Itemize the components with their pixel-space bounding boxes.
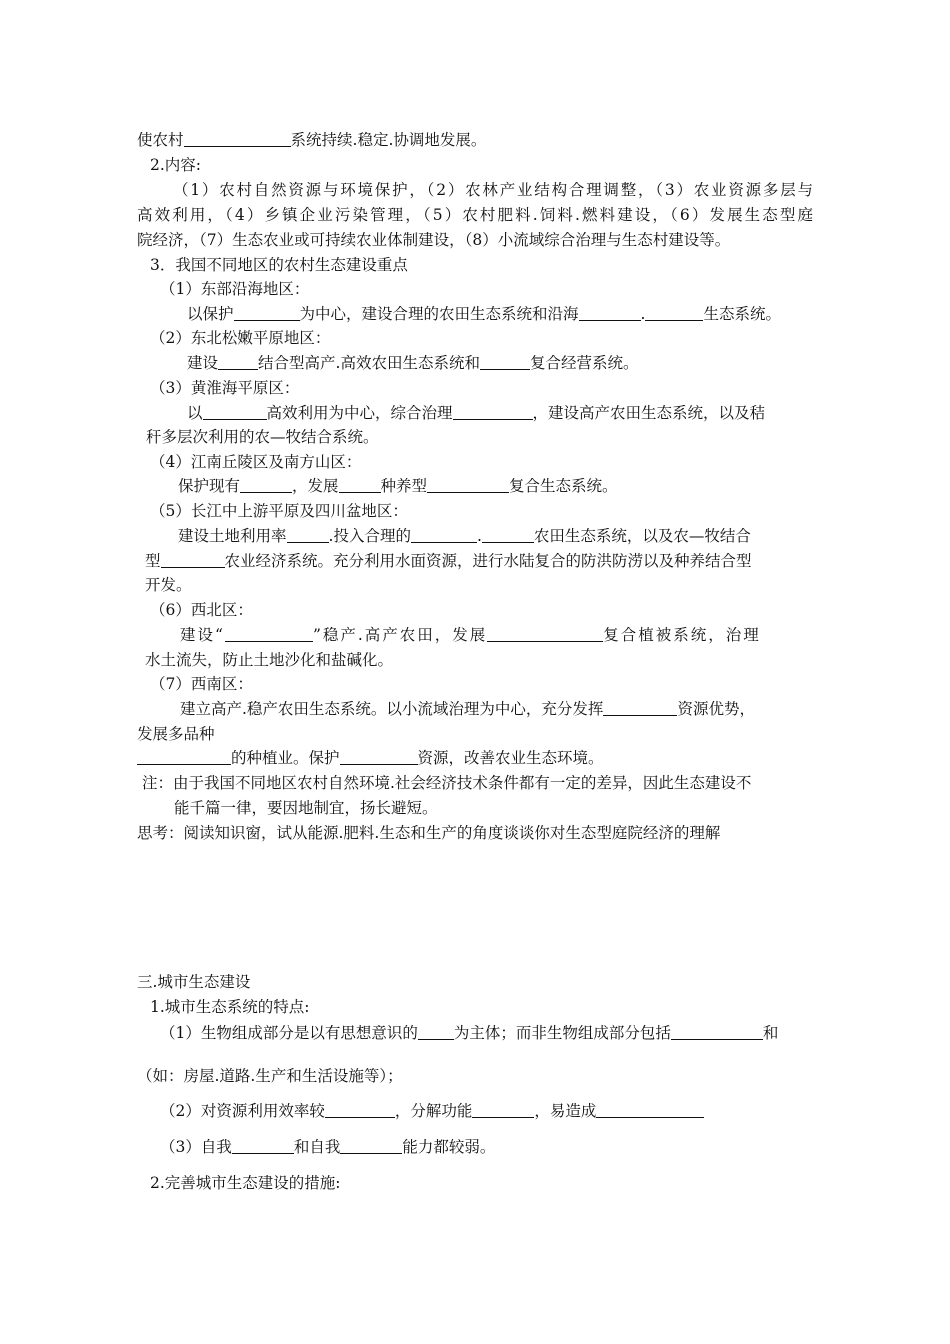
content-line-1: （1）农村自然资源与环境保护，（2）农林产业结构合理调整，（3）农业资源多层与	[173, 181, 813, 199]
urban-point-3: （3）自我 和自我 能力都较弱。	[160, 1138, 496, 1156]
region-4-title: （4）江南丘陵区及南方山区：	[150, 453, 362, 471]
region-6-title: （6）西北区：	[150, 601, 253, 619]
regions-heading: 3．我国不同地区的农村生态建设重点	[150, 256, 408, 274]
blank	[340, 748, 418, 765]
urban-point-1: （1）生物组成部分是以有思想意识的 为主体；而非生物组成部分包括 和	[160, 1024, 779, 1042]
blank	[453, 403, 533, 420]
blank	[203, 403, 267, 420]
blank	[340, 1137, 402, 1154]
region-3-text: 以 高效利用为中心，综合治理 ，建设高产农田生态系统，以及秸	[187, 404, 766, 422]
urban-point-1-cont: （如：房屋.道路.生产和生活设施等）；	[137, 1067, 403, 1085]
blank	[218, 353, 258, 370]
blank	[184, 130, 291, 147]
blank	[325, 1101, 395, 1118]
region-7-text: 建立高产.稳产农田生态系统。以小流域治理为中心，充分发挥 资源优势，	[180, 700, 755, 718]
blank	[596, 1101, 704, 1118]
urban-point-2: （2）对资源利用效率较 ，分解功能 ，易造成	[160, 1099, 704, 1123]
blank	[427, 476, 509, 493]
content-heading: 2.内容:	[150, 156, 202, 174]
region-5-text: 建设土地利用率 .投入合理的 . 农田生态系统，以及农—牧结合	[178, 527, 751, 545]
region-1-text: 以保护 为中心，建设合理的农田生态系统和沿海 . 生态系统。	[187, 305, 781, 323]
blank	[487, 625, 603, 642]
region-6-text: 建设“ ”稳产.高产农田，发展 复合植被系统，治理	[180, 626, 761, 644]
region-4-text: 保护现有 ，发展 种养型 复合生态系统。	[178, 477, 618, 495]
blank	[234, 304, 300, 321]
urban-sub-1: 1.城市生态系统的特点:	[150, 998, 310, 1016]
region-2-text: 建设 结合型高产.高效农田生态系统和 复合经营系统。	[187, 354, 639, 372]
content-line-2: 高效利用，（4）乡镇企业污染管理，（5）农村肥料.饲料.燃料建设，（6）发展生态型庭	[137, 206, 813, 224]
blank	[482, 526, 534, 543]
blank	[645, 304, 703, 321]
blank	[411, 526, 477, 543]
note-line-1: 注：由于我国不同地区农村自然环境.社会经济技术条件都有一定的差异，因此生态建设不	[142, 774, 752, 792]
rural-continuation-line: 使农村 系统持续.稳定.协调地发展。	[137, 131, 487, 149]
blank	[603, 699, 677, 716]
blank	[287, 526, 329, 543]
blank	[671, 1023, 763, 1040]
urban-heading: 三.城市生态建设	[137, 973, 251, 991]
region-6-text-2: 水土流失，防止土地沙化和盐碱化。	[145, 651, 394, 669]
think-question: 思考：阅读知识窗，试从能源.肥料.生态和生产的角度谈谈你对生态型庭院经济的理解	[137, 824, 721, 842]
region-5-text-3: 开发。	[145, 576, 192, 594]
blank	[161, 551, 225, 568]
region-3-text-2: 秆多层次利用的农—牧结合系统。	[146, 428, 379, 446]
region-7-text-3: 的种植业。保护 资源，改善农业生态环境。	[137, 746, 604, 770]
region-5-title: （5）长江中上游平原及四川盆地区：	[150, 502, 408, 520]
blank	[232, 1137, 294, 1154]
blank	[137, 748, 231, 765]
blank	[418, 1023, 454, 1040]
blank	[339, 476, 381, 493]
blank	[240, 476, 292, 493]
region-7-text-2: 发展多品种	[137, 725, 215, 743]
blank	[472, 1101, 534, 1118]
urban-sub-2: 2.完善城市生态建设的措施:	[150, 1174, 341, 1192]
region-1-title: （1）东部沿海地区：	[160, 280, 310, 298]
blank	[480, 353, 530, 370]
blank	[579, 304, 641, 321]
region-5-text-2: 型 农业经济系统。充分利用水面资源，进行水陆复合的防洪防涝以及种养结合型	[145, 552, 752, 570]
note-line-2: 能千篇一律，要因地制宜，扬长避短。	[174, 799, 438, 817]
region-3-title: （3）黄淮海平原区：	[150, 379, 300, 397]
content-line-3: 院经济，（7）生态农业或可持续农业体制建设，（8）小流域综合治理与生态村建设等。	[137, 231, 731, 249]
region-2-title: （2）东北松嫩平原地区：	[150, 329, 331, 347]
blank	[225, 625, 313, 642]
region-7-title: （7）西南区：	[150, 675, 253, 693]
